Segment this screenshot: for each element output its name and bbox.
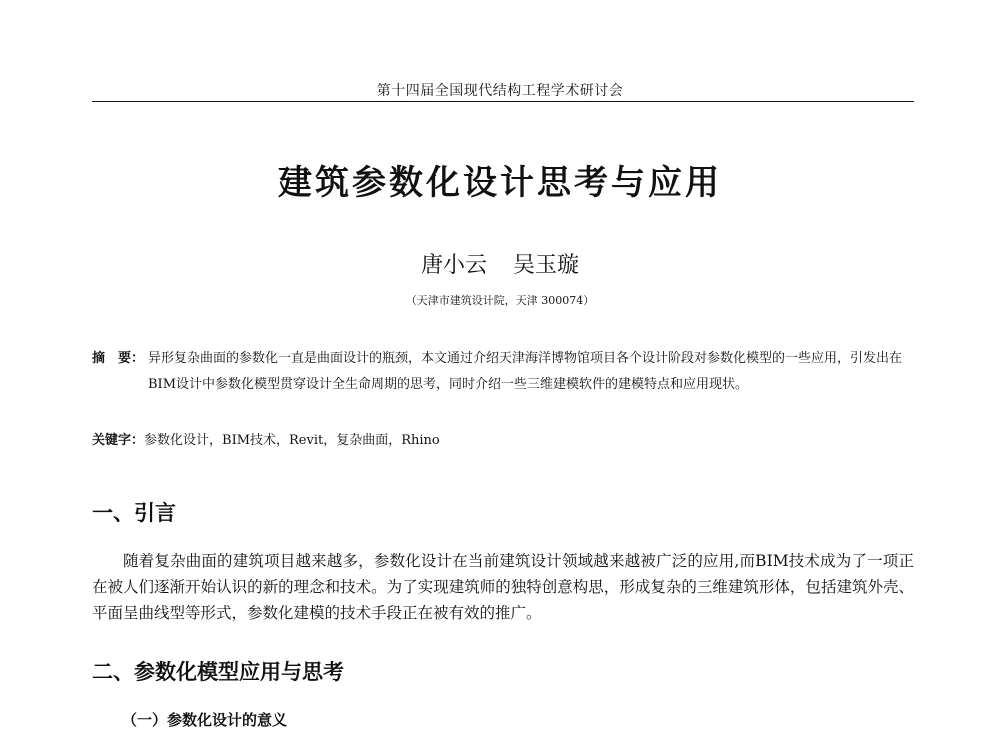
subsection-heading: （一）参数化设计的意义 xyxy=(122,711,288,729)
author-name: 唐小云 xyxy=(420,253,487,278)
abstract-block xyxy=(92,346,914,398)
keywords-text: 参数化设计，BIM技术，Revit，复杂曲面，Rhino xyxy=(144,433,440,448)
keywords-block xyxy=(92,428,914,454)
section-heading-introduction: 一、引言 xyxy=(92,501,176,525)
header-rule xyxy=(92,101,914,102)
author-affiliation: （天津市建筑设计院，天津 300074） xyxy=(405,294,595,307)
introduction-paragraph: 随着复杂曲面的建筑项目越来越多，参数化设计在当前建筑设计领域越来越被广泛的应用,而BIM技术成为了一项正在被人们逐渐开始认识的新的理念和技术。为了实现建筑师的独特创意构思，形成复杂的三维建筑形体，包括建筑外壳、平面呈曲线型等形式，参数化建模的技术手段正在被有效的推广。 xyxy=(92,552,914,622)
paper-title: 建筑参数化设计思考与应用 xyxy=(278,163,722,203)
author-list xyxy=(0,248,1000,279)
abstract-text: 异形复杂曲面的参数化一直是曲面设计的瓶颈，本文通过介绍天津海洋博物馆项目各个设计阶段对参数化模型的一些应用，引发出在BIM设计中参数化模型贯穿设计全生命周期的思考，同时介绍一些三维建模软件的建模特点和应用现状。 xyxy=(148,351,903,392)
author-name: 吴玉璇 xyxy=(513,253,580,278)
keywords-label: 关键字： xyxy=(92,433,145,448)
abstract-label: 摘 要： xyxy=(92,351,145,366)
running-header: 第十四届全国现代结构工程学术研讨会 xyxy=(376,83,624,99)
section-heading-parametric-model: 二、参数化模型应用与思考 xyxy=(92,660,344,684)
